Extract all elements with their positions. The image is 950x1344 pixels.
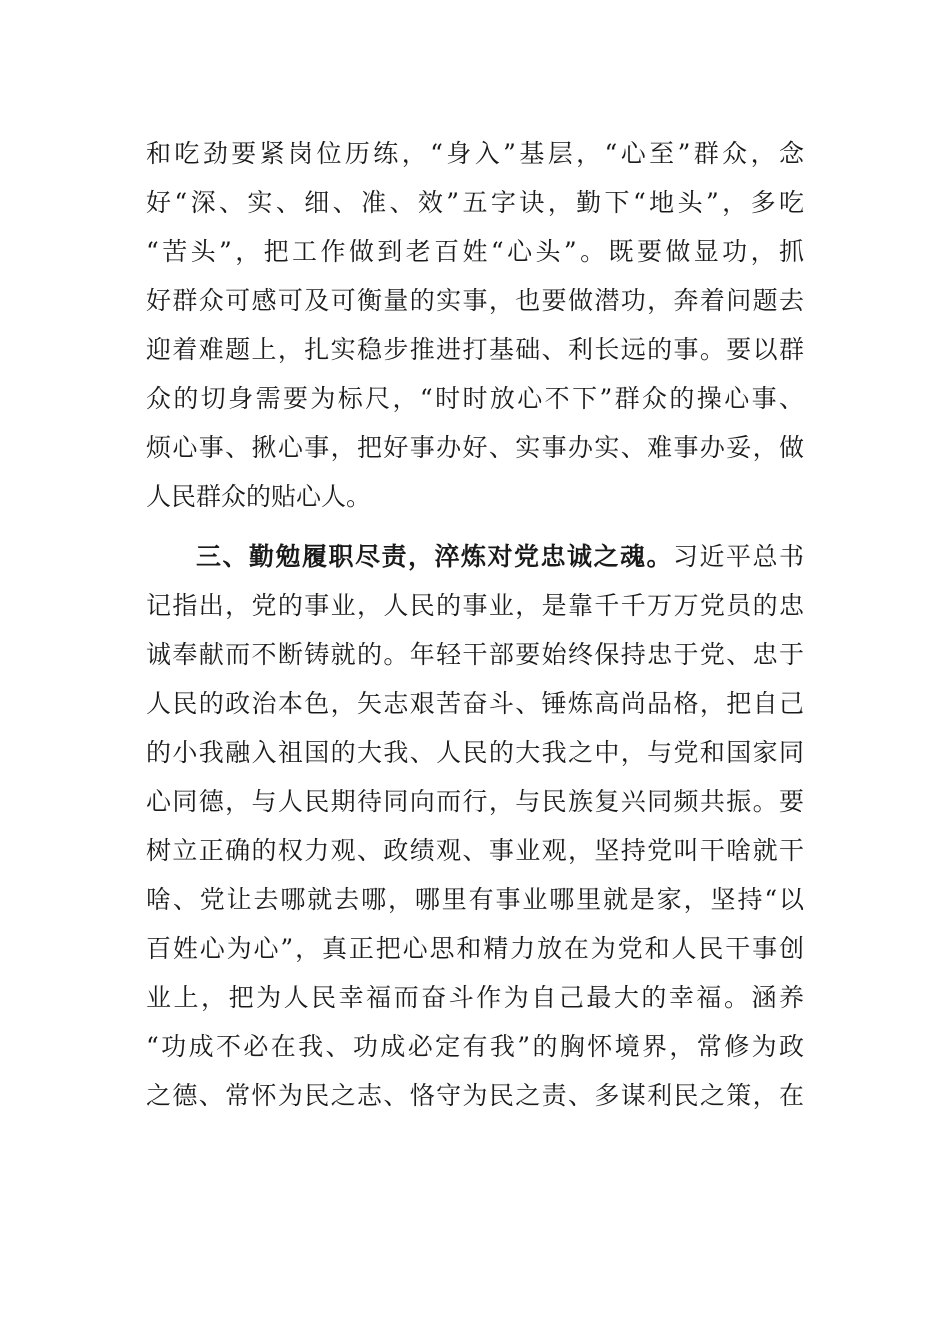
text-line: 树立正确的权力观、政绩观、事业观，坚持党叫干啥就干 bbox=[146, 836, 804, 865]
text-line: 好“深、实、细、准、效”五字诀，勤下“地头”，多吃 bbox=[146, 188, 804, 217]
text-line: 百姓心为心”，真正把心思和精力放在为党和人民干事创 bbox=[146, 934, 804, 963]
text-line: 好群众可感可及可衡量的实事，也要做潜功，奔着问题去 bbox=[146, 286, 804, 315]
text-line: 记指出，党的事业，人民的事业，是靠千千万万党员的忠 bbox=[146, 591, 804, 620]
text-line: 迎着难题上，扎实稳步推进打基础、利长远的事。要以群 bbox=[146, 335, 804, 364]
section-heading: 三、勤勉履职尽责，淬炼对党忠诚之魂。 bbox=[196, 542, 673, 571]
text-line: 众的切身需要为标尺，“时时放心不下”群众的操心事、 bbox=[146, 384, 804, 413]
text-line: 啥、党让去哪就去哪，哪里有事业哪里就是家，坚持“以 bbox=[146, 885, 804, 914]
text-line: 人民群众的贴心人。 bbox=[146, 482, 372, 511]
text-line: 人民的政治本色，矢志艰苦奋斗、锤炼高尚品格，把自己 bbox=[146, 689, 804, 718]
text-run: 习近平总书 bbox=[672, 542, 804, 571]
text-line: 的小我融入祖国的大我、人民的大我之中，与党和国家同 bbox=[146, 738, 804, 767]
text-line: 之德、常怀为民之志、恪守为民之责、多谋利民之策，在 bbox=[146, 1081, 804, 1110]
text-line: 业上，把为人民幸福而奋斗作为自己最大的幸福。涵养 bbox=[146, 983, 804, 1012]
text-line: 烦心事、揪心事，把好事办好、实事办实、难事办妥，做 bbox=[146, 433, 804, 462]
text-line bbox=[196, 537, 804, 577]
text-line: 诚奉献而不断铸就的。年轻干部要始终保持忠于党、忠于 bbox=[146, 640, 804, 669]
text-line: 心同德，与人民期待同向而行，与民族复兴同频共振。要 bbox=[146, 787, 804, 816]
text-line: “苦头”，把工作做到老百姓“心头”。既要做显功，抓 bbox=[146, 237, 804, 266]
text-line: 和吃劲要紧岗位历练，“身入”基层，“心至”群众，念 bbox=[146, 139, 804, 168]
text-line: “功成不必在我、功成必定有我”的胸怀境界，常修为政 bbox=[146, 1032, 804, 1061]
